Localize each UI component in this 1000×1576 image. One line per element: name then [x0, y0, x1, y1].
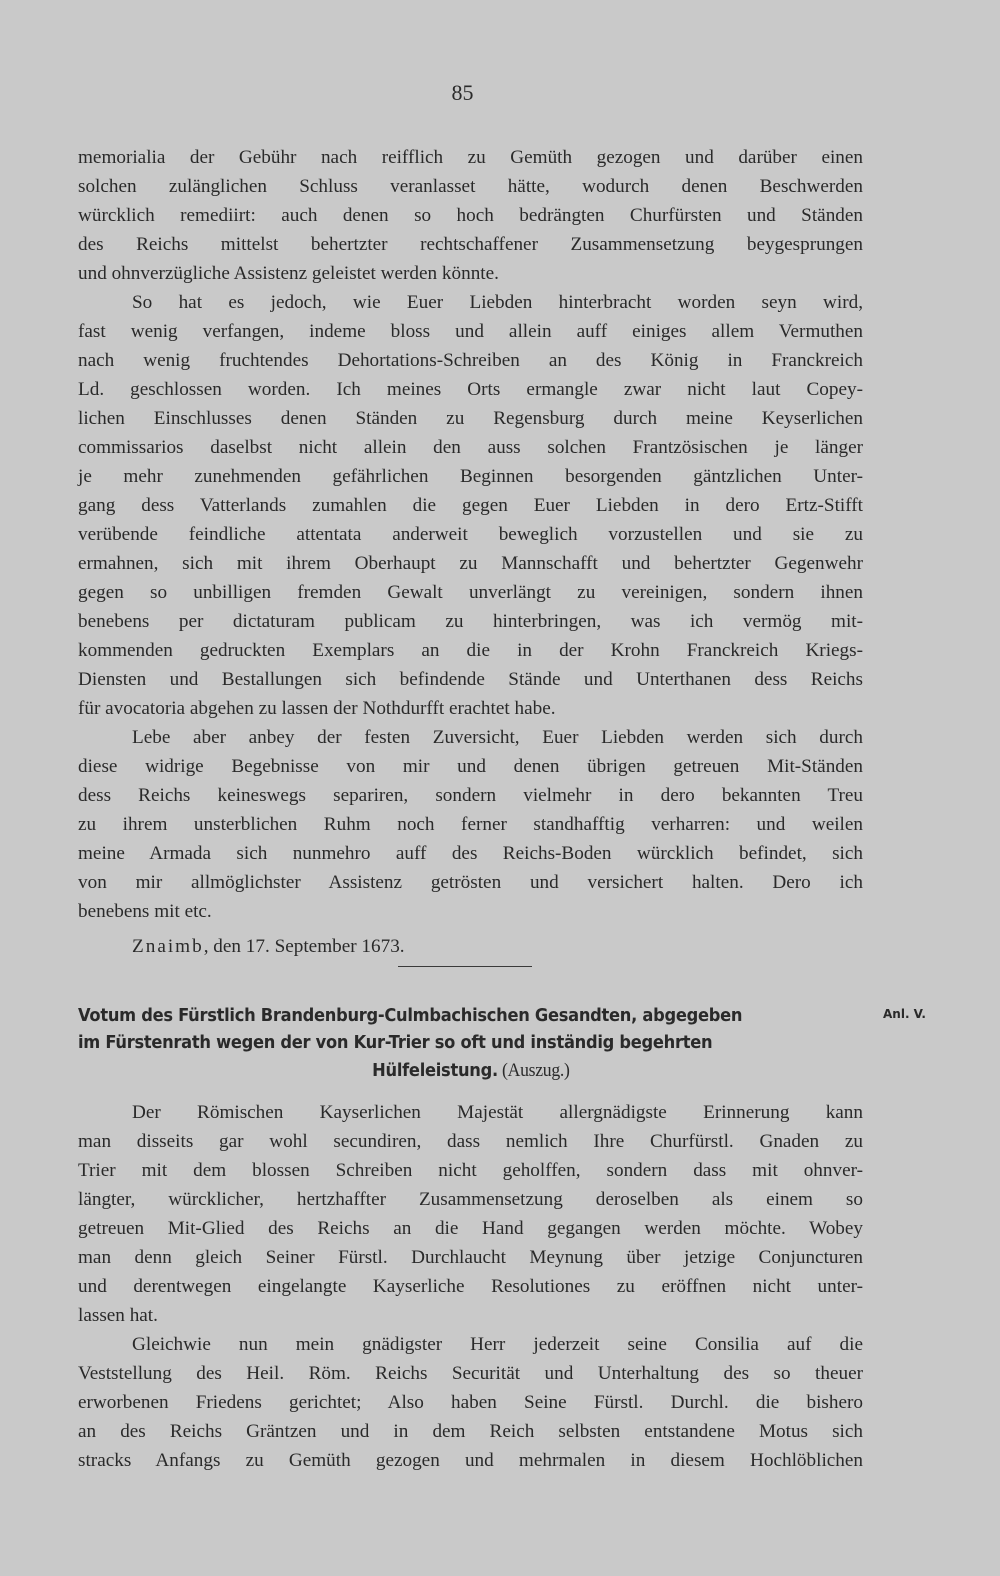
heading-line: im Fürstenrath wegen der von Kur-Trier so oft und inständig begehrten [78, 1033, 713, 1053]
text-line: man disseits gar wohl secundiren, dass nemlich Ihre Churfürstl. Gnaden zu [78, 1131, 863, 1152]
heading-suffix: (Auszug.) [497, 1060, 570, 1081]
closing-date: , den 17. September 1673. [203, 936, 405, 957]
text-line: nach wenig fruchtendes Dehortations-Schreiben an des König in Franckreich [78, 350, 863, 371]
text-line: benebens per dictaturam publicam zu hinterbringen, was ich vermög mit- [78, 611, 863, 632]
text-line: meine Armada sich nunmehro auff des Reichs-Boden würcklich befindet, sich [78, 843, 863, 864]
heading-line-text: Hülfeleistung. [372, 1061, 498, 1081]
text-line: je mehr zunehmenden gefährlichen Beginnen besorgenden gäntzlichen Unter- [78, 466, 863, 487]
text-line: von mir allmöglichster Assistenz getrösten und versichert halten. Dero ich [78, 872, 863, 893]
text-line: und derentwegen eingelangte Kayserliche Resolutiones zu eröffnen nicht unter- [78, 1276, 863, 1297]
text-line: zu ihrem unsterblichen Ruhm noch ferner standhafftig verharren: und weilen [78, 814, 863, 835]
text-line: solchen zulänglichen Schluss veranlasset hätte, wodurch denen Beschwerden [78, 176, 863, 197]
text-line: kommenden gedruckten Exemplars an die in der Krohn Franckreich Kriegs- [78, 640, 863, 661]
text-line: benebens mit etc. [78, 901, 212, 922]
text-line: So hat es jedoch, wie Euer Liebden hinterbracht worden seyn wird, [132, 292, 863, 313]
page-number: 85 [451, 80, 474, 105]
closing-place: Znaimb [132, 936, 204, 957]
text-line: Veststellung des Heil. Röm. Reichs Securität und Unterhaltung des so theuer [78, 1363, 863, 1384]
text-line: Gleichwie nun mein gnädigster Herr jederzeit seine Consilia auf die [132, 1334, 863, 1355]
text-line: diese widrige Begebnisse von mir und denen übrigen getreuen Mit-Ständen [78, 756, 863, 777]
text-line: gegen so unbilligen fremden Gewalt unverlängt zu vereinigen, sondern ihnen [78, 582, 863, 603]
section-heading [78, 1003, 808, 1085]
heading-line-final [78, 1057, 864, 1085]
text-line: man denn gleich Seiner Fürstl. Durchlaucht Meynung über jetzige Conjuncturen [78, 1247, 863, 1268]
text-line: und ohnverzügliche Assistenz geleistet werden könnte. [78, 263, 499, 284]
text-line: Diensten und Bestallungen sich befindende Stände und Unterthanen dess Reichs [78, 669, 863, 690]
text-line: Lebe aber anbey der festen Zuversicht, Euer Liebden werden sich durch [132, 727, 863, 748]
text-line: gang dess Vatterlands zumahlen die gegen Euer Liebden in dero Ertz-Stifft [78, 495, 863, 516]
text-line: fast wenig verfangen, indeme bloss und allein auff einiges allem Vermuthen [78, 321, 863, 342]
section-divider [398, 966, 532, 967]
text-line: Der Römischen Kayserlichen Majestät allergnädigste Erinnerung kann [132, 1102, 863, 1123]
text-line: verübende feindliche attentata anderweit beweglich vorzustellen und sie zu [78, 524, 863, 545]
text-line: würcklich remediirt: auch denen so hoch bedrängten Churfürsten und Ständen [78, 205, 863, 226]
text-line: getreuen Mit-Glied des Reichs an die Hand gegangen werden möchte. Wobey [78, 1218, 863, 1239]
text-line: für avocatoria abgehen zu lassen der Nothdurfft erachtet habe. [78, 698, 556, 719]
text-line: stracks Anfangs zu Gemüth gezogen und mehrmalen in diesem Hochlöblichen [78, 1450, 863, 1471]
text-line: erworbenen Friedens gerichtet; Also haben Seine Fürstl. Durchl. die bishero [78, 1392, 863, 1413]
closing-line [78, 932, 863, 961]
heading-line: Votum des Fürstlich Brandenburg-Culmbachischen Gesandten, abgegeben [78, 1006, 743, 1026]
text-line: commissarios daselbst nicht allein den auss solchen Frantzösischen je länger [78, 437, 863, 458]
text-line: memorialia der Gebühr nach reifflich zu Gemüth gezogen und darüber einen [78, 147, 863, 168]
text-line: Trier mit dem blossen Schreiben nicht geholffen, sondern dass mit ohnver- [78, 1160, 863, 1181]
text-line: dess Reichs keineswegs separiren, sondern vielmehr in dero bekannten Treu [78, 785, 863, 806]
text-line: ermahnen, sich mit ihrem Oberhaupt zu Mannschafft und behertzter Gegenwehr [78, 553, 863, 574]
text-line: längter, würcklicher, hertzhaffter Zusammensetzung deroselben als einem so [78, 1189, 863, 1210]
text-line: lichen Einschlusses denen Ständen zu Regensburg durch meine Keyserlichen [78, 408, 863, 429]
votum-body [78, 1098, 863, 1475]
text-line: Ld. geschlossen worden. Ich meines Orts ermangle zwar nicht laut Copey- [78, 379, 863, 400]
letter-body [78, 143, 863, 961]
margin-note: Anl. V. [883, 1007, 926, 1021]
text-line: des Reichs mittelst behertzter rechtschaffener Zusammensetzung beygesprungen [78, 234, 863, 255]
text-line: an des Reichs Gräntzen und in dem Reich selbsten entstandene Motus sich [78, 1421, 863, 1442]
text-line: lassen hat. [78, 1305, 158, 1326]
